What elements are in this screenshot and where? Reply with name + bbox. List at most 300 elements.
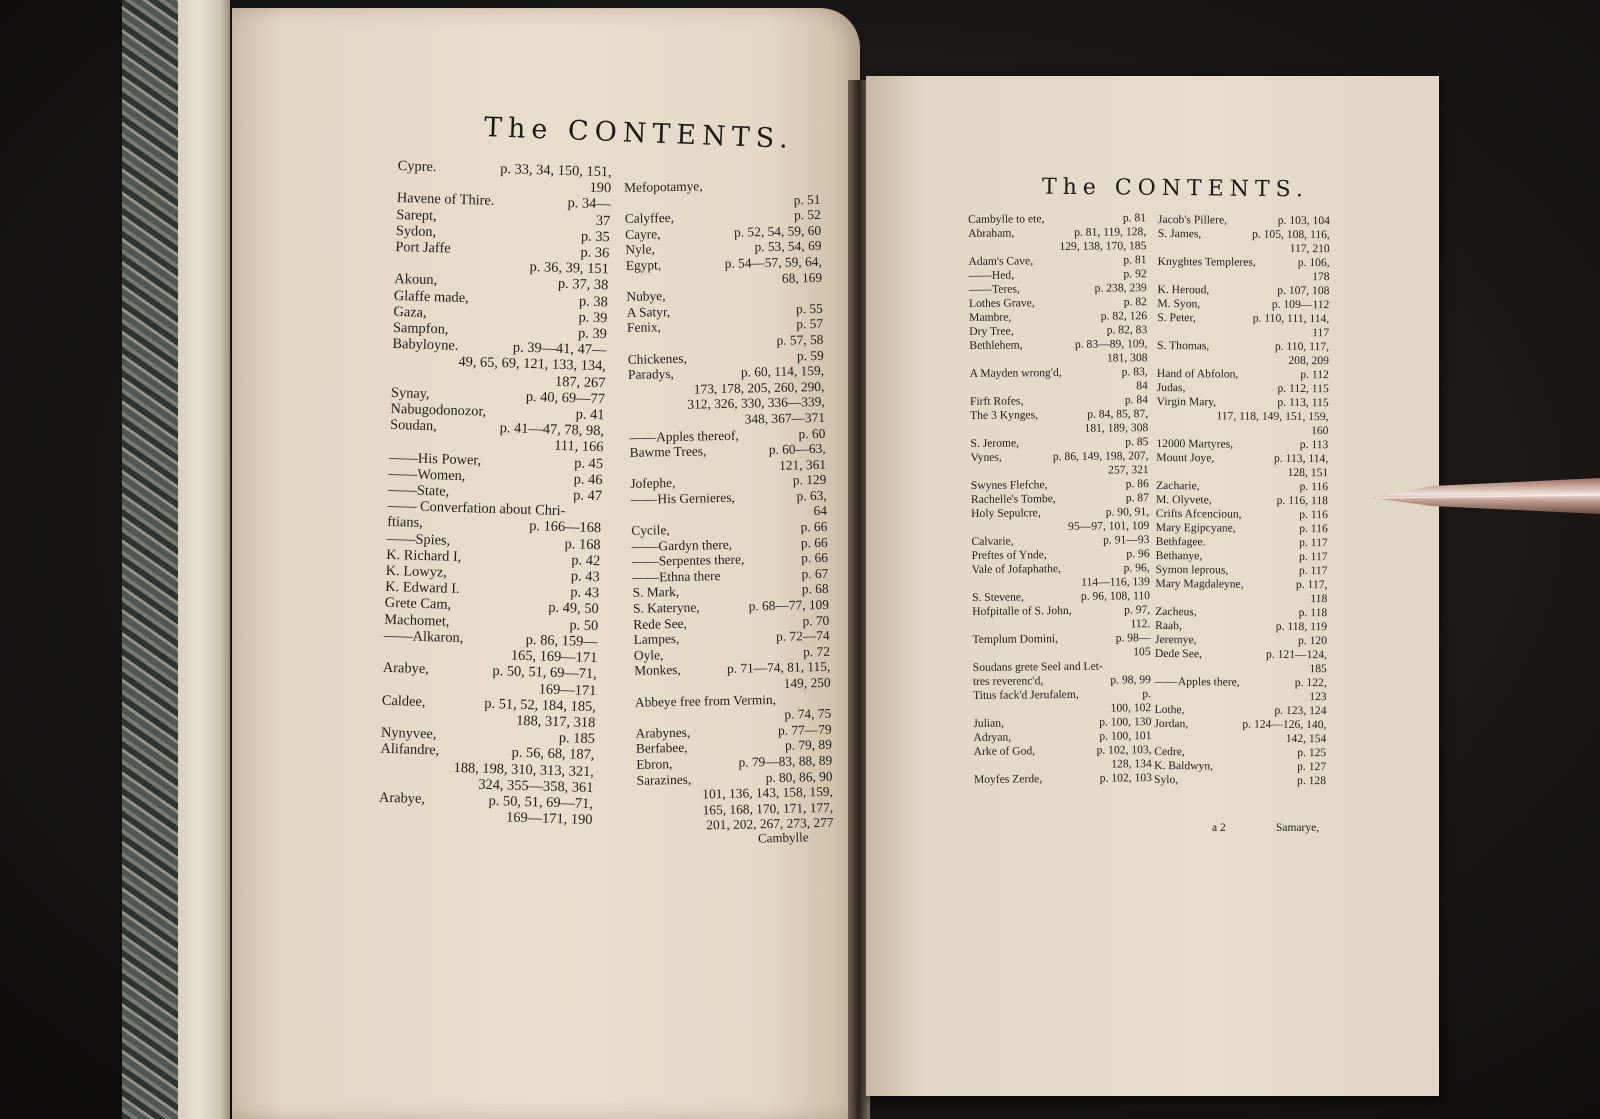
entry-page-ref: p. 42	[571, 552, 601, 570]
entry-page-ref: p. 82	[1123, 295, 1148, 309]
entry-continuation: 118	[1310, 592, 1328, 606]
entry-page-ref: p. 52, 54, 59, 60	[733, 222, 822, 240]
contents-entry	[1157, 395, 1329, 410]
entry-page-ref: p. 79, 89	[784, 737, 833, 754]
entry-name: Judas,	[1156, 380, 1186, 395]
entry-page-ref: p. 70	[802, 612, 830, 628]
entry-continuation: p. 74, 75	[784, 705, 832, 722]
entry-continuation: 201, 202, 267, 273, 277	[706, 815, 834, 833]
entry-page-ref: p. 116, 118	[1276, 493, 1329, 508]
entry-name: M. Syon,	[1157, 296, 1201, 311]
entry-name: Hofpitalle of S. John,	[972, 603, 1072, 618]
entry-page-ref: p. 128	[1297, 773, 1327, 788]
entry-name: ——Apples there,	[1154, 674, 1240, 689]
contents-entry	[1157, 367, 1329, 382]
entry-continuation: 208, 209	[1288, 353, 1330, 368]
contents-entry	[1157, 297, 1329, 312]
entry-page-ref: p. 57, 58	[776, 331, 824, 348]
entry-continuation: 64	[813, 503, 828, 519]
entry-name: S. Jerome,	[970, 436, 1020, 450]
entry-page-ref: p. 102, 103,	[1096, 743, 1152, 757]
entry-page-ref: p. 53, 54, 69	[754, 238, 822, 255]
entry-continuation: 185	[1309, 662, 1327, 676]
entry-name: Jordan,	[1154, 716, 1189, 731]
entry-page-ref: p. 38	[578, 293, 609, 310]
entry-page-ref: p. 84, 85, 87,	[1087, 407, 1149, 421]
entry-page-ref: p. 81	[1123, 253, 1147, 267]
entry-name: S. Thomas,	[1157, 338, 1210, 353]
contents-entry	[972, 631, 1150, 647]
letter-opener-knife	[1372, 476, 1600, 518]
entry-page-ref: p. 77—79	[777, 721, 832, 738]
entry-page-ref: p. 79—83, 88, 89	[738, 752, 833, 770]
entry-continuation: 169—171, 190	[505, 809, 593, 829]
entry-name: ——Spies,	[386, 530, 451, 549]
entry-continuation: 100, 102	[1110, 701, 1152, 715]
entry-name: Nabugodonozor,	[390, 400, 487, 420]
entry-name: Paradys,	[627, 366, 674, 383]
entry-name: Hand of Abfolon,	[1156, 366, 1239, 381]
entry-continuation: 169—171	[538, 680, 597, 699]
entry-name: K. Edward I.	[385, 579, 460, 598]
entry-name: Bawme Trees,	[629, 443, 707, 461]
entry-name: ——Apples thereof,	[629, 427, 739, 445]
entry-name: Grete Cam,	[384, 595, 452, 614]
entry-page-ref: p. 90, 91,	[1105, 505, 1150, 519]
contents-entry	[1158, 255, 1330, 270]
contents-entry	[1155, 619, 1327, 634]
entry-page-ref: p. 98, 99	[1110, 673, 1151, 687]
contents-entry	[969, 281, 1147, 297]
entry-page-ref: p. 91—93	[1102, 533, 1150, 547]
entry-name: K. Baldwyn,	[1154, 758, 1214, 773]
entry-name: Preftes of Ynde,	[971, 548, 1047, 562]
left-page-header: The CONTENTS.	[483, 112, 795, 155]
entry-continuation: 129, 138, 170, 185	[1059, 239, 1147, 254]
entry-name: Glaffe made,	[393, 287, 469, 306]
entry-name: ——Teres,	[968, 282, 1020, 296]
entry-page-ref: p. 41—47, 78, 98,	[499, 420, 605, 440]
entry-page-ref: p. 113, 114,	[1274, 451, 1329, 466]
entry-name: Jeremye,	[1154, 632, 1197, 647]
entry-name: Soudan,	[389, 417, 438, 435]
entry-name: Synay,	[390, 384, 430, 402]
entry-page-ref: p. 67	[801, 565, 829, 582]
entry-name: Bethfagee.	[1155, 534, 1206, 549]
entry-name: K. Richard I,	[385, 546, 462, 565]
entry-name: ftians,	[386, 514, 423, 532]
entry-name: Virgin Mary,	[1156, 394, 1217, 409]
entry-page-ref: p. 60—63,	[768, 440, 826, 458]
contents-entry	[971, 533, 1149, 549]
entry-name: Arabynes,	[635, 724, 691, 741]
contents-entry	[1156, 535, 1328, 550]
entry-page-ref: p. 112, 115	[1277, 381, 1329, 396]
entry-name: tres reverenc'd,	[972, 674, 1044, 688]
entry-name: Ebron,	[636, 756, 673, 772]
entry-name: Lothe,	[1154, 702, 1185, 717]
entry-continuation: 190	[589, 179, 612, 197]
entry-name: Lampes,	[633, 631, 680, 648]
entry-page-ref: p. 39—41, 47—	[512, 339, 607, 359]
entry-page-ref: p. 81	[1122, 211, 1147, 225]
entry-continuation: 188, 198, 310, 313, 321,	[453, 759, 595, 780]
entry-continuation: 142, 154	[1285, 731, 1327, 746]
entry-page-ref: p. 68	[801, 581, 829, 597]
entry-page-ref: p. 106,	[1297, 255, 1330, 270]
entry-continuation: 128, 151	[1287, 465, 1329, 480]
entry-page-ref: p. 50, 51, 69—71,	[488, 792, 594, 812]
entry-page-ref: p. 39	[578, 309, 608, 327]
entry-page-ref: p. 51, 52, 184, 185,	[484, 695, 597, 715]
entry-page-ref: p. 116	[1299, 507, 1328, 522]
entry-name: Oyle,	[633, 647, 664, 663]
entry-name: Sampfon,	[392, 319, 449, 338]
entry-page-ref: p. 81, 119, 128,	[1074, 225, 1147, 239]
contents-entry	[973, 673, 1151, 689]
entry-name: Holy Sepulcre,	[971, 506, 1041, 520]
entry-name: Dede See,	[1154, 646, 1202, 661]
entry-page-ref: p. 54—57, 59, 64,	[724, 253, 822, 271]
entry-page-ref: p. 166—168	[528, 518, 602, 537]
entry-name: Nynyvee,	[380, 724, 437, 743]
contents-entry	[1157, 381, 1329, 396]
entry-page-ref: p. 110, 111, 114,	[1252, 311, 1330, 326]
entry-name: S. Kateryne,	[632, 599, 700, 616]
entry-name: Knyghtes Templeres,	[1157, 254, 1256, 269]
entry-page-ref: p. 72—74	[775, 628, 830, 645]
entry-page-ref: p. 36	[580, 244, 610, 262]
entry-continuation: 84	[1136, 379, 1148, 393]
contents-entry	[1154, 773, 1326, 788]
entry-page-ref: p. 72	[802, 643, 831, 660]
contents-entry	[1155, 605, 1327, 620]
entry-name: Sylo,	[1153, 772, 1179, 787]
entry-name: ——His Power,	[388, 449, 482, 469]
entry-page-ref: p. 103, 104	[1277, 213, 1330, 228]
entry-page-ref: p. 36, 39, 151	[529, 259, 610, 278]
entry-page-ref: p. 109—112	[1271, 297, 1330, 312]
right-page-catchword: Samarye,	[1276, 822, 1320, 834]
entry-page-ref: p. 86	[1125, 477, 1149, 491]
entry-continuation: 105	[1133, 645, 1151, 659]
entry-name: Moyfes Zerde,	[973, 772, 1043, 786]
entry-name: Titus fack'd Jerufalem,	[972, 687, 1079, 702]
entry-name: Cambylle to ete,	[968, 212, 1045, 226]
entry-continuation: 312, 326, 330, 336—339,	[687, 394, 825, 413]
entry-page-ref: p. 120	[1297, 633, 1328, 648]
entry-continuation: 165, 169—171	[510, 647, 598, 667]
entry-page-ref: p. 110, 117,	[1274, 339, 1330, 354]
entry-page-ref: p. 40, 69—77	[525, 388, 606, 408]
entry-name: ——His Gernieres,	[630, 489, 735, 507]
entry-page-ref: p. 46	[573, 471, 603, 489]
entry-name: K. Heroud,	[1157, 282, 1210, 297]
entry-page-ref: p. 117	[1299, 535, 1328, 550]
entry-name: Nyle,	[625, 241, 656, 258]
entry-page-ref: p. 118	[1298, 605, 1328, 620]
contents-column	[968, 211, 1152, 787]
entry-name: The 3 Kynges,	[970, 408, 1039, 422]
entry-name: Jofephe,	[630, 475, 676, 492]
contents-entry	[1156, 451, 1328, 466]
entry-continuation: 187, 267	[554, 373, 606, 391]
entry-name: Mefopotamye,	[624, 178, 703, 195]
entry-name: Sarept,	[396, 206, 437, 224]
entry-page-ref: p. 84	[1124, 393, 1149, 407]
entry-name: A Mayden wrong'd,	[969, 366, 1062, 380]
entry-page-ref: p. 86, 159—	[525, 631, 598, 651]
entry-name: Rede See,	[633, 615, 687, 632]
contents-entry	[1154, 717, 1326, 732]
entry-name: Vynes,	[970, 450, 1002, 464]
entry-name: Alifandre,	[380, 741, 440, 759]
contents-entry	[1156, 521, 1328, 536]
entry-page-ref: p. 118, 119	[1275, 619, 1328, 634]
entry-name: Havene of Thire.	[396, 190, 495, 210]
entry-name: S. Stevene,	[971, 590, 1024, 604]
right-page-header: The CONTENTS.	[1041, 174, 1310, 203]
entry-page-ref: p. 86, 149, 198, 207,	[1052, 449, 1149, 464]
entry-page-ref: p. 60	[798, 425, 826, 441]
entry-page-ref: p. 124—126, 140,	[1242, 717, 1327, 732]
entry-page-ref: p. 100, 101	[1099, 729, 1152, 743]
entry-name: Fenix,	[626, 319, 662, 336]
entry-page-ref: p. 66	[800, 534, 828, 551]
contents-entry	[1154, 703, 1326, 718]
entry-name: Rachelle's Tombe,	[970, 492, 1056, 506]
entry-name: Calyffee,	[624, 210, 675, 227]
entry-name: Symon leprous,	[1155, 562, 1229, 577]
contents-entry	[972, 603, 1150, 619]
entry-name: Cedre,	[1154, 744, 1185, 759]
entry-name: S. Peter,	[1157, 310, 1196, 325]
entry-continuation: 178	[1312, 270, 1330, 284]
contents-entry	[970, 365, 1148, 381]
contents-column	[624, 176, 834, 835]
contents-entry	[1157, 283, 1329, 298]
contents-entry	[1158, 213, 1330, 228]
entry-page-ref: p. 57	[796, 316, 824, 332]
entry-page-ref: p. 168	[564, 535, 601, 553]
entry-name: Firft Rofes,	[969, 394, 1024, 408]
contents-entry	[1154, 745, 1326, 760]
entry-continuation: 181, 189, 308	[1084, 421, 1149, 435]
entry-name: Jacob's Pillere,	[1157, 213, 1228, 227]
entry-continuation: 112.	[1130, 617, 1151, 631]
entry-continuation: 188, 317, 318	[515, 712, 596, 732]
entry-continuation: 114—116, 139	[1081, 575, 1150, 589]
entry-name: Cayre,	[624, 226, 661, 242]
entry-name: Adam's Cave,	[968, 254, 1034, 268]
entry-name: Chickenes,	[627, 350, 688, 367]
entry-name: Egypt,	[625, 257, 662, 273]
entry-page-ref: p. 37, 38	[557, 276, 609, 294]
entry-name: Akoun,	[394, 271, 438, 289]
entry-page-ref: p. 80, 86, 90	[765, 768, 833, 785]
entry-page-ref: p. 125	[1297, 745, 1327, 760]
entry-page-ref: p. 50, 51, 69—71,	[492, 663, 598, 683]
entry-name: Arabye,	[382, 660, 430, 678]
entry-continuation: 181, 308	[1106, 351, 1148, 365]
entry-continuation: 149, 250	[783, 674, 831, 691]
entry-name: Babyloyne.	[392, 336, 459, 355]
entry-name: Berfabee,	[635, 740, 688, 757]
entry-page-ref: p. 63,	[796, 487, 827, 504]
entry-page-ref: p. 55	[795, 300, 823, 317]
entry-page-ref: p. 105, 108, 116,	[1251, 227, 1330, 242]
entry-name: Sarazines,	[636, 771, 692, 788]
entry-continuation: 173, 178, 205, 260, 290,	[693, 378, 825, 397]
entry-name: ——Gardyn there,	[631, 536, 733, 554]
entry-name: Cypre.	[397, 158, 437, 176]
contents-column	[378, 158, 612, 828]
entry-name: 12000 Martyres,	[1156, 436, 1234, 451]
entry-continuation: 49, 65, 69, 121, 133, 134,	[458, 354, 607, 375]
entry-page-ref: p. 41	[575, 406, 605, 424]
entry-page-ref: p. 107, 108	[1277, 283, 1330, 298]
entry-name: Mambre,	[969, 310, 1012, 324]
entry-page-ref: p. 68—77, 109	[748, 596, 830, 614]
entry-continuation: 123	[1309, 690, 1327, 704]
contents-entry	[1155, 647, 1327, 662]
entry-name: —— Converfation about Chri-	[387, 498, 566, 520]
entry-page-ref: p. 66	[800, 518, 828, 535]
entry-page-ref: p. 122,	[1294, 675, 1327, 690]
contents-entry	[1156, 549, 1328, 564]
contents-entry	[1156, 493, 1328, 508]
contents-entry	[1156, 479, 1328, 494]
entry-name: Vale of Jofaphathe,	[971, 562, 1061, 576]
entry-page-ref: p. 82, 126	[1100, 309, 1148, 323]
entry-page-ref: p. 129	[792, 472, 827, 488]
entry-page-ref: p. 43	[570, 568, 600, 586]
entry-name: Zacheus,	[1155, 604, 1197, 619]
entry-name: Zacharie,	[1156, 478, 1200, 493]
entry-page-ref: p. 185	[558, 730, 596, 748]
entry-page-ref: p. 112	[1300, 367, 1329, 382]
entry-page-ref: p. 102, 103	[1099, 771, 1152, 785]
entry-continuation: 165, 168, 170, 171, 177,	[702, 799, 834, 818]
entry-name: Machomet,	[384, 611, 450, 630]
entry-continuation: 257, 321	[1108, 463, 1149, 477]
marbled-cover-edge	[122, 0, 183, 1119]
contents-entry	[1156, 437, 1328, 452]
contents-entry	[1157, 311, 1329, 326]
entry-page-ref: p.	[1142, 687, 1152, 701]
entry-name: Monkes,	[634, 662, 681, 679]
entry-name: ——Alkaron,	[383, 627, 464, 647]
entry-name: ——Hed,	[968, 268, 1015, 282]
entry-continuation: 128, 134	[1111, 757, 1152, 771]
entry-name: Calvarie,	[971, 534, 1014, 548]
entry-page-ref: p. 238, 239	[1094, 281, 1147, 295]
entry-page-ref: p. 116	[1299, 521, 1328, 536]
entry-page-ref: p. 35	[580, 228, 610, 246]
contents-column	[1154, 213, 1330, 788]
entry-page-ref: p. 97,	[1124, 603, 1151, 617]
entry-page-ref: p. 117	[1298, 549, 1328, 564]
entry-page-ref: p. 113, 115	[1277, 395, 1329, 410]
entry-continuation: 117	[1312, 326, 1330, 340]
entry-page-ref: p. 82, 83	[1106, 323, 1148, 337]
entry-continuation: 324, 355—358, 361	[478, 776, 594, 796]
entry-page-ref: p. 98—	[1115, 631, 1151, 645]
entry-page-ref: p. 85	[1125, 435, 1149, 449]
entry-name: Swynes Flefche,	[970, 478, 1048, 492]
entry-name: Templum Domini,	[972, 632, 1059, 646]
entry-name: M. Olyvete,	[1155, 492, 1212, 507]
entry-continuation: 160	[1311, 424, 1329, 438]
entry-page-ref: p. 59	[796, 347, 824, 363]
entry-name: Abraham,	[968, 226, 1015, 240]
entry-continuation: 68, 169	[781, 269, 823, 286]
entry-name: Bethanye,	[1155, 548, 1203, 563]
entry-page-ref: p. 49, 50	[548, 600, 599, 618]
entry-name: Bethlehem,	[969, 338, 1023, 352]
entry-page-ref: p. 117,	[1295, 577, 1328, 592]
entry-page-ref: p. 113	[1299, 437, 1329, 452]
entry-page-ref: p. 47	[573, 487, 603, 505]
entry-name: ——Serpentes there,	[631, 551, 745, 570]
entry-name: Abbeye free from Vermin,	[634, 691, 777, 710]
entry-name: Port Jaffe	[395, 238, 451, 257]
entry-page-ref: p. 87	[1125, 491, 1150, 505]
entry-page-ref: p. 96	[1126, 547, 1150, 561]
contents-entry	[1155, 563, 1327, 578]
entry-page-ref: p. 83,	[1121, 365, 1148, 379]
contents-entry	[1154, 759, 1326, 774]
entry-page-ref: p. 121—124,	[1266, 647, 1327, 662]
entry-page-ref: p. 51	[793, 191, 821, 208]
entry-page-ref: p. 127	[1297, 759, 1327, 774]
entry-page-ref: p. 45	[574, 455, 604, 472]
contents-entry	[1156, 507, 1328, 522]
entry-name: Gaza,	[393, 303, 427, 321]
entry-name: Adryan,	[973, 730, 1012, 744]
entry-continuation: 117, 118, 149, 151, 159,	[1216, 409, 1329, 424]
entry-page-ref: p. 71—74, 81, 115,	[726, 659, 831, 677]
entry-page-ref: 37	[595, 212, 611, 229]
entry-continuation: 101, 136, 143, 158, 159,	[702, 783, 834, 802]
entry-page-ref: p. 33, 34, 150, 151,	[499, 161, 612, 181]
entry-continuation: 348, 367—371	[744, 409, 826, 427]
entry-name: Mary Egipcyane,	[1155, 520, 1236, 535]
entry-continuation: 95—97, 101, 109	[1068, 519, 1150, 533]
entry-name: Lothes Grave,	[968, 296, 1035, 310]
entry-page-ref: p. 96,	[1123, 561, 1150, 575]
entry-page-ref: p. 123, 124	[1274, 703, 1327, 718]
entry-name: Cycile,	[631, 522, 670, 538]
entry-name: A Satyr,	[626, 303, 671, 320]
entry-page-ref: p. 50	[569, 616, 599, 634]
entry-continuation: 111, 166	[553, 438, 604, 456]
contents-entry	[1157, 339, 1329, 354]
entry-name: K. Lowyz,	[385, 562, 448, 581]
entry-name: Arabye,	[378, 789, 426, 807]
entry-continuation: 117, 210	[1289, 241, 1330, 256]
entry-page-ref: p. 117	[1298, 563, 1328, 578]
entry-page-ref: p. 92	[1123, 267, 1147, 281]
entry-continuation: 121, 361	[778, 456, 827, 473]
entry-page-ref: p. 39	[577, 325, 608, 343]
right-page-signature: a 2	[1212, 822, 1226, 834]
entry-name: Caldee,	[381, 692, 426, 710]
entry-name: Dry Tree,	[969, 324, 1014, 338]
entry-name: Raab,	[1155, 618, 1182, 633]
entry-page-ref: p. 60, 114, 159,	[740, 362, 825, 380]
contents-entry	[1155, 675, 1327, 690]
